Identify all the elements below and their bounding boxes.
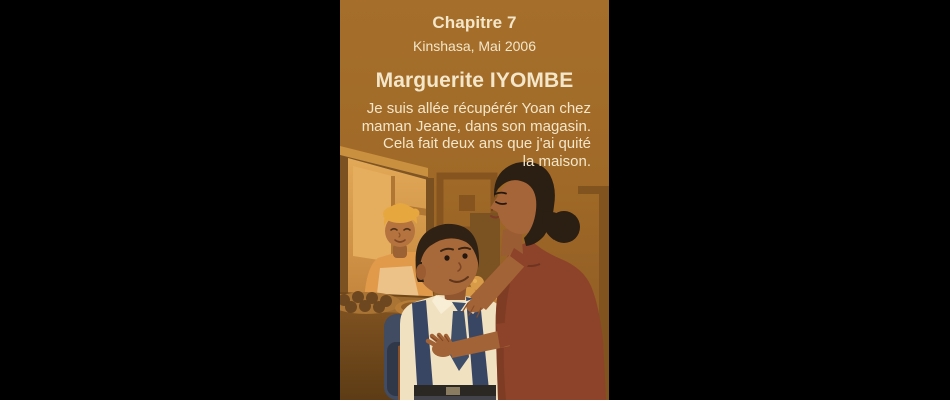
chapter-title: Chapitre 7 [432, 13, 517, 32]
story-text [340, 0, 609, 170]
narration-line: la maison. [522, 152, 591, 170]
narrator-name: Marguerite IYOMBE [375, 69, 574, 93]
narration-line: Je suis allée récupérér Yoan chez [366, 100, 591, 118]
narration-line: maman Jeane, dans son magasin. [361, 117, 591, 135]
narration-line: Cela fait deux ans que j'ai quité [382, 135, 591, 153]
chapter-location-date: Kinshasa, Mai 2006 [413, 38, 536, 55]
narration-paragraph [358, 100, 591, 170]
story-card[interactable] [340, 0, 609, 400]
